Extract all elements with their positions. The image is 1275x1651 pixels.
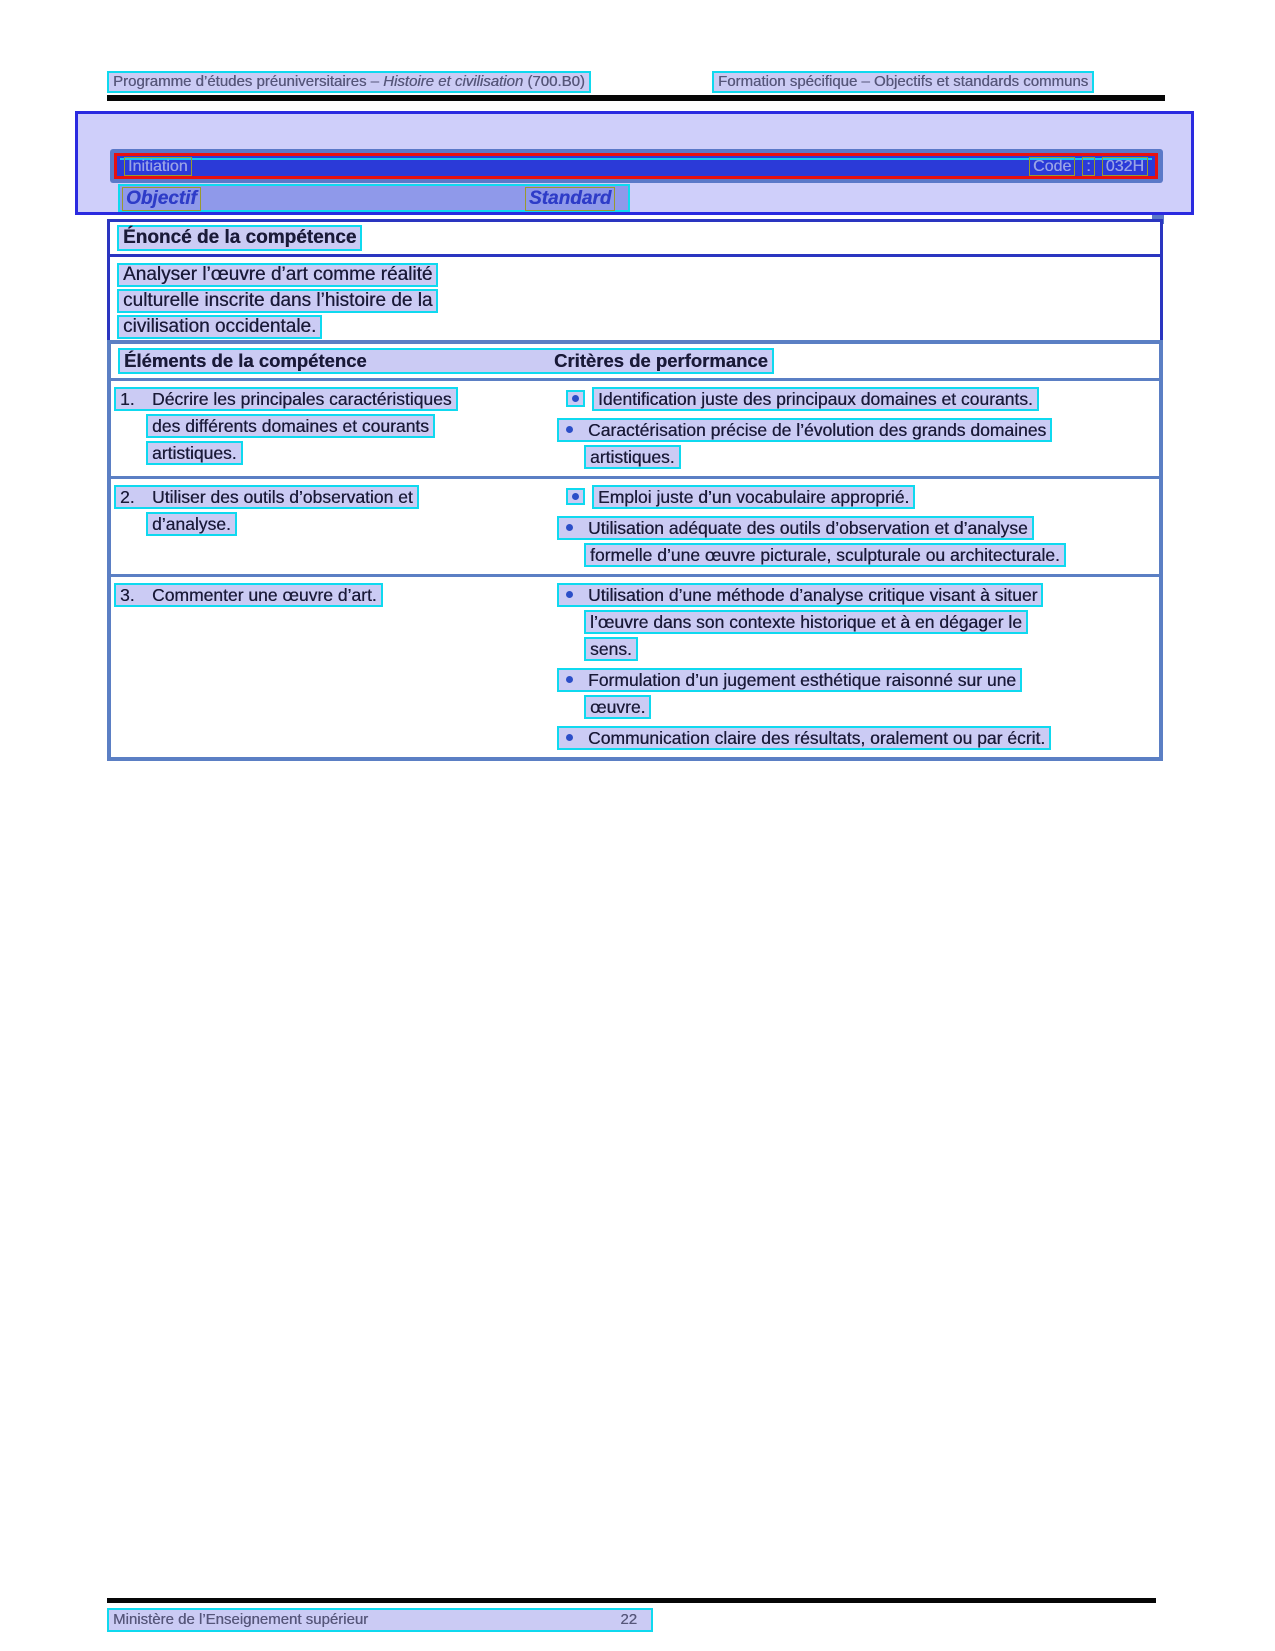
course-code-colon: :	[1082, 157, 1094, 176]
criterion	[557, 581, 1159, 662]
enonce-body	[110, 257, 1160, 346]
criterion-line: Formulation d’un jugement esthétique raisonné sur une	[557, 668, 1022, 692]
course-code-label: Code	[1029, 157, 1075, 176]
criterion	[557, 724, 1159, 751]
criterion-line: Utilisation adéquate des outils d’observation et d’analyse	[557, 516, 1034, 540]
competence-header-row	[111, 344, 1159, 378]
criterion-line: formelle d’une œuvre picturale, sculpturale ou architecturale.	[584, 543, 1066, 567]
footer-rule	[107, 1598, 1156, 1603]
header-left-suffix: (700.B0)	[523, 73, 585, 90]
criteria-cell	[557, 385, 1159, 474]
criterion-line: sens.	[584, 637, 638, 661]
criteria-cell	[557, 483, 1159, 572]
criterion	[557, 385, 1159, 412]
element-cell	[111, 385, 557, 474]
header-right-text: Formation spécifique – Objectifs et standards communs	[712, 71, 1094, 93]
element-cell	[111, 581, 557, 755]
criterion-line: l’œuvre dans son contexte historique et à en dégager le	[584, 610, 1028, 634]
criterion-line: Emploi juste d’un vocabulaire approprié.	[592, 485, 915, 509]
criterion-line: artistiques.	[584, 445, 681, 469]
bullet-dot-icon	[566, 524, 573, 531]
element-line: des différents domaines et courants	[146, 414, 435, 438]
enonce-line: culturelle inscrite dans l’histoire de la	[117, 289, 438, 313]
header-left-text	[107, 71, 591, 93]
criterion	[557, 416, 1159, 470]
row-number: 1.	[120, 388, 135, 409]
criterion	[557, 514, 1159, 568]
element-line: 2. Utiliser des outils d’observation et	[114, 485, 419, 509]
criterion-line: Communication claire des résultats, oralement ou par écrit.	[557, 726, 1051, 750]
bullet-box	[566, 390, 585, 407]
table-row	[111, 574, 1159, 757]
enonce-line: civilisation occidentale.	[117, 315, 322, 339]
header-left-prefix: Programme d’études préuniversitaires –	[113, 73, 384, 90]
course-code-value: 032H	[1102, 157, 1148, 176]
course-title: Initiation	[124, 157, 192, 176]
enonce-line: Analyser l’œuvre d’art comme réalité	[117, 263, 438, 287]
criterion	[557, 666, 1159, 720]
criterion-line: Utilisation d’une méthode d’analyse critique visant à situer	[557, 583, 1043, 607]
objectif-label: Objectif	[122, 187, 201, 211]
page-number: 22	[620, 1611, 637, 1628]
bullet-dot-icon	[572, 395, 579, 402]
row-number: 3.	[120, 584, 135, 605]
element-line: 3. Commenter une œuvre d’art.	[114, 583, 383, 607]
course-code	[1029, 157, 1148, 176]
row-number: 2.	[120, 486, 135, 507]
criteres-header: Critères de performance	[554, 350, 768, 371]
element-line: 1. Décrire les principales caractéristiques	[114, 387, 458, 411]
bullet-box	[566, 488, 585, 505]
elements-header: Éléments de la compétence	[124, 350, 367, 371]
bullet-dot-icon	[566, 676, 573, 683]
page-header-right	[712, 71, 1094, 93]
criterion	[557, 483, 1159, 510]
enonce-header-row	[110, 222, 1160, 257]
bullet-dot-icon	[566, 426, 573, 433]
footer-text: Ministère de l’Enseignement supérieur	[113, 1611, 369, 1628]
enonce-table	[107, 219, 1163, 349]
enonce-header: Énoncé de la compétence	[117, 225, 362, 251]
bullet-dot-icon	[566, 734, 573, 741]
competence-header-box	[118, 348, 774, 374]
criteria-cell	[557, 581, 1159, 755]
header-rule	[107, 95, 1165, 101]
criterion-line: Identification juste des principaux domaines et courants.	[592, 387, 1039, 411]
standard-label: Standard	[525, 187, 615, 211]
page-footer	[107, 1608, 653, 1632]
element-cell	[111, 483, 557, 572]
criterion-line: Caractérisation précise de l’évolution des grands domaines	[557, 418, 1052, 442]
bullet-dot-icon	[572, 493, 579, 500]
objectif-standard-band	[118, 184, 630, 212]
table-row	[111, 378, 1159, 476]
page-header-left	[107, 71, 591, 93]
element-line: d’analyse.	[146, 512, 237, 536]
competence-table	[107, 340, 1163, 761]
cyan-annotation-line	[120, 158, 1152, 160]
header-left-italic: Histoire et civilisation	[383, 73, 524, 90]
element-line: artistiques.	[146, 441, 243, 465]
criterion-line: œuvre.	[584, 695, 651, 719]
table-row	[111, 476, 1159, 574]
bullet-dot-icon	[566, 591, 573, 598]
course-title-bar	[114, 153, 1158, 179]
